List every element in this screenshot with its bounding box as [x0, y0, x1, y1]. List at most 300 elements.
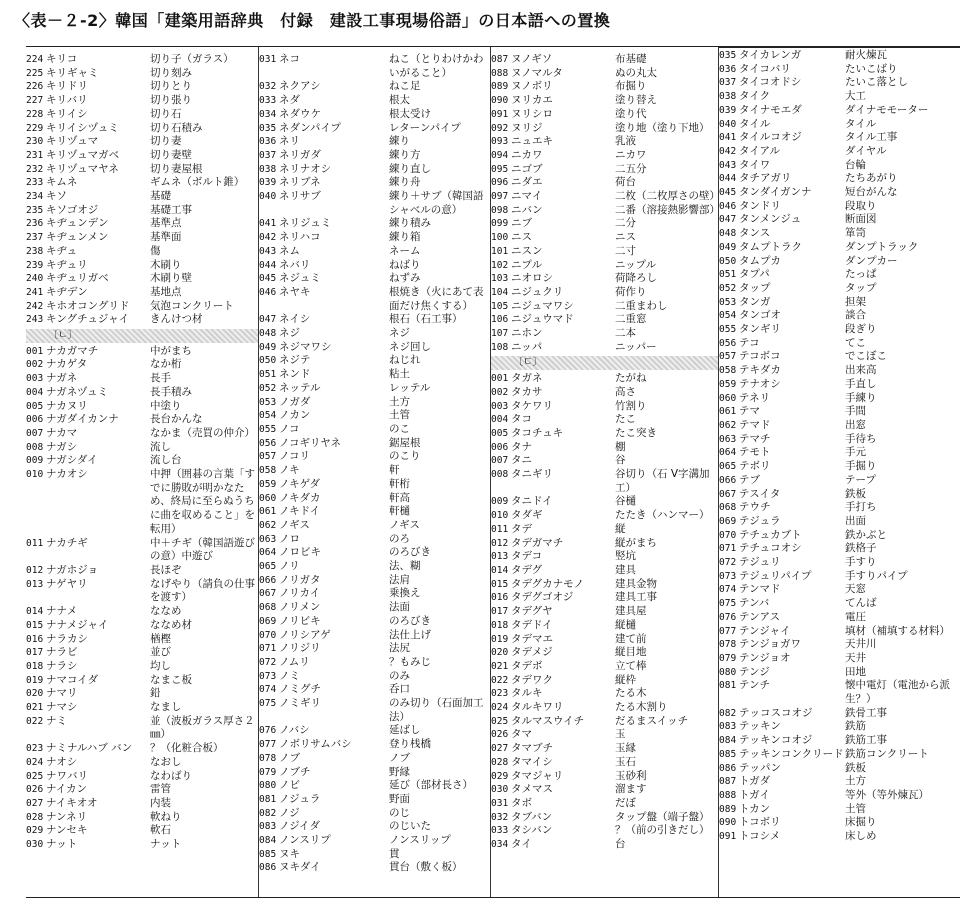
- table-row: [491, 591, 718, 605]
- table-row: [26, 619, 258, 633]
- term-korean-reading: キリバリ: [46, 94, 88, 107]
- term-number: 043: [259, 245, 277, 257]
- term-japanese: 二分: [615, 217, 636, 230]
- term-korean-reading: タデグカナモノ: [511, 577, 584, 590]
- table-row: [719, 762, 960, 776]
- table-row: [719, 488, 960, 502]
- term-japanese: 縦枠: [615, 673, 636, 686]
- table-row: [26, 176, 258, 190]
- term-korean-reading: テッコスコオジ: [739, 706, 813, 719]
- table-row: [26, 468, 258, 537]
- term-japanese: ニッパー: [615, 340, 657, 353]
- term-number: 026: [26, 784, 44, 796]
- term-korean-reading: ナカチギ: [46, 536, 88, 549]
- term-korean-reading: ニプル: [511, 258, 543, 271]
- table-row: [26, 441, 258, 455]
- table-row: [719, 118, 960, 132]
- table-column-4: [718, 47, 960, 897]
- term-japanese: ダイヤル: [845, 144, 887, 157]
- term-korean-reading: ニオロシ: [511, 272, 553, 285]
- term-japanese: 手直し: [845, 377, 877, 390]
- term-number: 061: [259, 506, 277, 518]
- term-korean-reading: タカサ: [511, 385, 543, 398]
- term-number: 074: [259, 684, 277, 696]
- term-korean-reading: キリコ: [46, 53, 78, 65]
- term-number: 010: [491, 510, 509, 522]
- term-korean-reading: テッキンコオジ: [739, 734, 813, 747]
- term-japanese: 二番（溶接熱影響部）: [615, 203, 720, 216]
- term-number: 106: [491, 314, 509, 326]
- term-number: 061: [719, 406, 737, 418]
- term-korean-reading: ノミグチ: [279, 683, 321, 696]
- table-row: [719, 789, 960, 803]
- table-row: [259, 505, 490, 519]
- term-number: 001: [491, 373, 509, 385]
- table-row: [259, 834, 490, 848]
- term-korean-reading: テナオシ: [739, 377, 781, 390]
- term-number: 081: [259, 793, 277, 805]
- term-japanese: 楢樫: [150, 632, 171, 645]
- term-number: 044: [259, 259, 277, 271]
- term-japanese: 耐火煉瓦: [845, 49, 887, 61]
- table-row: [259, 423, 490, 437]
- term-number: 032: [259, 81, 277, 93]
- term-japanese: 玉縁: [615, 742, 636, 755]
- term-number: 043: [719, 159, 737, 171]
- term-number: 040: [719, 118, 737, 130]
- term-korean-reading: タデグゴオジ: [511, 591, 574, 604]
- term-japanese: 塗り替え: [615, 94, 657, 107]
- table-row: [259, 615, 490, 629]
- term-number: 055: [719, 324, 737, 336]
- table-row: [719, 227, 960, 241]
- table-row: [491, 509, 718, 523]
- term-japanese: 出来高: [845, 364, 877, 377]
- term-korean-reading: キリヅュマ: [46, 135, 99, 148]
- term-number: 028: [491, 756, 509, 768]
- term-japanese: 切り子（ガラス）: [150, 53, 234, 65]
- term-number: 010: [26, 469, 44, 481]
- term-japanese: 根焼き（火にあて表面だけ焦くする）: [389, 285, 484, 312]
- term-japanese: 基礎工事: [150, 203, 192, 216]
- term-japanese: のこ: [389, 422, 410, 435]
- term-number: 095: [491, 163, 509, 175]
- term-japanese: 呑口: [389, 683, 410, 696]
- term-korean-reading: タイコオドシ: [739, 76, 802, 89]
- term-japanese: のじいた: [389, 820, 431, 833]
- term-number: 037: [259, 149, 277, 161]
- term-korean-reading: タガネ: [511, 372, 543, 385]
- term-korean-reading: テジュラ: [739, 514, 781, 527]
- term-number: 022: [491, 674, 509, 686]
- table-row: [26, 646, 258, 660]
- term-japanese: 手すりパイプ: [845, 569, 908, 582]
- section-divider: 〔ㄷ〕: [491, 356, 718, 370]
- table-row: [26, 204, 258, 218]
- term-korean-reading: ノジュラ: [279, 792, 321, 805]
- term-number: 076: [259, 725, 277, 737]
- table-row: [719, 213, 960, 227]
- term-korean-reading: ノリガタ: [279, 573, 321, 586]
- term-number: 094: [491, 149, 509, 161]
- term-number: 050: [719, 255, 737, 267]
- table-row: [26, 660, 258, 674]
- term-number: 083: [259, 821, 277, 833]
- table-row: [491, 286, 718, 300]
- table-row: [491, 564, 718, 578]
- term-korean-reading: テチュカブト: [739, 528, 802, 541]
- term-japanese: 二本: [615, 327, 636, 340]
- term-number: 042: [719, 145, 737, 157]
- term-number: 104: [491, 286, 509, 298]
- table-row: [719, 392, 960, 406]
- term-korean-reading: ヌリシロ: [511, 107, 553, 120]
- term-japanese: 法面: [389, 601, 410, 614]
- term-korean-reading: ナナメ: [46, 605, 78, 618]
- term-japanese: ギムネ（ボルト錐）: [150, 176, 245, 189]
- table-row: [259, 546, 490, 560]
- table-row: [719, 350, 960, 364]
- term-number: 007: [491, 455, 509, 467]
- table-row: [719, 501, 960, 515]
- term-japanese: 延ばし: [389, 724, 421, 737]
- term-number: 009: [491, 496, 509, 508]
- term-korean-reading: キムネ: [46, 176, 78, 189]
- table-row: [26, 286, 258, 300]
- term-korean-reading: テッパン: [739, 761, 781, 774]
- term-korean-reading: タンドリ: [739, 199, 781, 212]
- term-number: 007: [26, 427, 44, 439]
- term-number: 013: [26, 578, 44, 590]
- term-number: 046: [719, 200, 737, 212]
- term-number: 229: [26, 122, 44, 134]
- term-japanese: タイル工事: [845, 131, 898, 144]
- table-row: [259, 861, 490, 875]
- term-number: 009: [26, 455, 44, 467]
- term-korean-reading: ノリジリ: [279, 642, 321, 655]
- term-number: 241: [26, 286, 44, 298]
- term-japanese: 段取り: [845, 199, 877, 212]
- term-korean-reading: ノビ: [279, 779, 300, 792]
- term-japanese: 出面: [845, 514, 866, 527]
- term-korean-reading: タイナモエダ: [739, 103, 802, 116]
- term-number: 240: [26, 273, 44, 285]
- table-row: [26, 67, 258, 81]
- term-number: 088: [719, 789, 737, 801]
- term-number: 035: [719, 50, 737, 61]
- term-japanese: 法尻: [389, 642, 410, 655]
- term-japanese: のろびき: [389, 546, 431, 559]
- term-korean-reading: タイ: [511, 838, 532, 851]
- term-korean-reading: テジュリパイプ: [739, 569, 812, 582]
- term-japanese: 切りとり: [150, 80, 192, 93]
- term-number: 051: [719, 269, 737, 281]
- term-japanese: 乳液: [615, 135, 636, 148]
- table-row: [259, 766, 490, 780]
- term-number: 080: [719, 666, 737, 678]
- term-number: 063: [719, 433, 737, 445]
- term-korean-reading: トガイ: [739, 788, 770, 801]
- term-japanese: たる木割り: [615, 701, 668, 714]
- term-korean-reading: ネリ: [279, 135, 300, 148]
- table-row: [491, 756, 718, 770]
- term-korean-reading: タルキ: [511, 687, 543, 700]
- term-japanese: 練り＋サブ（韓国語 シャベルの意）: [389, 190, 494, 216]
- term-japanese: 手掘り: [845, 460, 877, 473]
- term-number: 016: [26, 633, 44, 645]
- term-number: 057: [719, 351, 737, 363]
- term-japanese: 玉石: [615, 755, 636, 768]
- term-japanese: たいこ落とし: [845, 76, 908, 89]
- term-japanese: 鋸屋根: [389, 436, 421, 449]
- table-row: [719, 63, 960, 77]
- table-row: [719, 200, 960, 214]
- term-korean-reading: ナマシ: [46, 701, 78, 714]
- term-japanese: 流し: [150, 440, 171, 453]
- term-japanese: 練り: [389, 135, 410, 148]
- term-korean-reading: ネジテ: [279, 354, 311, 367]
- term-korean-reading: ネリサブ: [279, 190, 321, 203]
- table-row: [259, 108, 490, 122]
- term-japanese: なかま（売買の仲介）: [150, 426, 255, 439]
- table-row: [491, 633, 718, 647]
- term-number: 029: [26, 825, 44, 837]
- term-korean-reading: ネダウケ: [279, 107, 321, 120]
- table-row: [26, 80, 258, 94]
- table-column-1: [26, 47, 258, 897]
- term-korean-reading: タムプトラク: [739, 240, 802, 253]
- term-japanese: 練り舟: [389, 176, 421, 189]
- table-row: [259, 163, 490, 177]
- term-number: 006: [491, 441, 509, 453]
- term-number: 017: [491, 606, 509, 618]
- table-row: [259, 341, 490, 355]
- term-japanese: 玉砂利: [615, 769, 647, 782]
- term-korean-reading: テマチ: [739, 432, 771, 445]
- table-row: [259, 478, 490, 492]
- term-japanese: 法肩: [389, 573, 410, 586]
- term-number: 055: [259, 423, 277, 435]
- table-row: [26, 413, 258, 427]
- table-row: [259, 820, 490, 834]
- term-number: 070: [259, 629, 277, 641]
- term-korean-reading: ナオシ: [46, 755, 78, 768]
- term-korean-reading: ニダエ: [511, 176, 543, 189]
- term-korean-reading: タデガマチ: [511, 536, 564, 549]
- term-japanese: 玉: [615, 728, 626, 741]
- term-japanese: 切り妻壁: [150, 148, 192, 161]
- term-number: 008: [491, 469, 509, 481]
- term-japanese: 長台かんな: [150, 413, 203, 426]
- term-korean-reading: ナラカシ: [46, 632, 88, 645]
- term-korean-reading: タンゴオ: [739, 309, 781, 322]
- table-row: [491, 838, 718, 852]
- term-korean-reading: ニス: [511, 231, 532, 244]
- term-japanese: ノギス: [389, 518, 420, 531]
- table-row: [719, 131, 960, 145]
- table-row: [259, 587, 490, 601]
- term-korean-reading: ナンネリ: [46, 810, 88, 823]
- term-japanese: 基準点: [150, 217, 182, 230]
- table-row: [259, 601, 490, 615]
- table-row: [491, 272, 718, 286]
- term-japanese: 鉄格子: [845, 542, 877, 555]
- term-japanese: 手すり: [845, 556, 877, 569]
- term-korean-reading: ノリシアゲ: [279, 628, 331, 641]
- term-number: 053: [719, 296, 737, 308]
- table-row: [259, 272, 490, 286]
- term-number: 066: [719, 474, 737, 486]
- table-row: [491, 231, 718, 245]
- term-number: 003: [26, 373, 44, 385]
- term-korean-reading: ノバシ: [279, 724, 310, 737]
- table-row: [259, 327, 490, 341]
- term-number: 040: [259, 191, 277, 203]
- term-korean-reading: タイル: [739, 117, 771, 130]
- term-japanese: 法、糊: [389, 560, 421, 573]
- term-number: 029: [491, 770, 509, 782]
- term-korean-reading: キングチュジャイ: [46, 313, 130, 326]
- term-japanese: てこ: [845, 336, 866, 349]
- table-row: [491, 217, 718, 231]
- term-korean-reading: タンギリ: [739, 323, 781, 336]
- table-row: [26, 231, 258, 245]
- term-japanese: たこ: [615, 413, 636, 426]
- term-number: 031: [259, 54, 277, 65]
- table-row: [719, 597, 960, 611]
- term-number: 236: [26, 218, 44, 230]
- term-number: 012: [491, 537, 509, 549]
- term-japanese: 荷作り: [615, 285, 647, 298]
- term-number: 079: [719, 652, 737, 664]
- term-japanese: レターンパイプ: [389, 121, 461, 134]
- term-korean-reading: ヌノマルタ: [511, 66, 563, 79]
- term-japanese: 立て棒: [615, 659, 647, 672]
- term-korean-reading: ナンセキ: [46, 824, 88, 837]
- term-korean-reading: タブバン: [511, 810, 553, 823]
- term-korean-reading: テモト: [739, 446, 771, 459]
- table-row: [26, 122, 258, 136]
- term-korean-reading: ネリジュミ: [279, 217, 332, 230]
- term-japanese: 切り張り: [150, 94, 192, 107]
- term-number: 238: [26, 245, 44, 257]
- table-row: [719, 830, 960, 844]
- term-korean-reading: ナミナルハブ バン: [46, 742, 133, 755]
- table-row: [491, 742, 718, 756]
- term-number: 101: [491, 245, 509, 257]
- term-number: 056: [719, 337, 737, 349]
- term-korean-reading: キリイシヅュミ: [46, 121, 119, 134]
- table-row: [26, 400, 258, 414]
- table-row: [719, 625, 960, 639]
- term-japanese: 登り桟橋: [389, 738, 431, 751]
- term-number: 015: [491, 578, 509, 590]
- term-korean-reading: テンジ: [739, 665, 770, 678]
- table-row: [26, 386, 258, 400]
- table-row: [491, 135, 718, 149]
- table-row: [259, 313, 490, 327]
- term-number: 059: [719, 378, 737, 390]
- table-row: [259, 259, 490, 273]
- term-japanese: なおし: [150, 755, 182, 768]
- table-row: [719, 172, 960, 186]
- term-number: 226: [26, 81, 44, 93]
- term-number: 039: [719, 104, 737, 116]
- table-row: [719, 583, 960, 597]
- term-japanese: ねこ足: [389, 80, 421, 93]
- term-number: 052: [719, 282, 737, 294]
- term-number: 001: [26, 345, 44, 357]
- term-japanese: ねこ（とりわけかわいがること）: [389, 53, 484, 79]
- term-korean-reading: タイコバリ: [739, 62, 791, 75]
- term-number: 102: [491, 259, 509, 271]
- term-number: 005: [491, 427, 509, 439]
- term-number: 012: [26, 565, 44, 576]
- term-korean-reading: ノジ: [279, 806, 300, 819]
- term-korean-reading: テンジョガワ: [739, 638, 802, 651]
- table-row: [26, 811, 258, 825]
- table-row: [26, 217, 258, 231]
- term-japanese: てんば: [845, 597, 877, 610]
- term-korean-reading: ニジュクリ: [511, 285, 564, 298]
- term-number: 071: [259, 643, 277, 655]
- table-row: [491, 122, 718, 136]
- term-japanese: ネーム: [389, 244, 421, 257]
- term-number: 053: [259, 396, 277, 408]
- term-korean-reading: タボ: [511, 796, 532, 809]
- term-japanese: 中押（囲碁の言葉「すでに勝敗が明かなため、終局に至らぬうちに曲を収めること」を転用）: [150, 468, 255, 535]
- term-japanese: 等外（等外煉瓦）: [845, 788, 929, 801]
- term-korean-reading: ネダ: [279, 94, 300, 107]
- term-japanese: 台輪: [845, 158, 866, 171]
- term-korean-reading: ニスン: [511, 244, 543, 257]
- table-row: [491, 811, 718, 825]
- term-korean-reading: ノムリ: [279, 655, 310, 668]
- term-number: 054: [719, 310, 737, 322]
- term-korean-reading: ノキ: [279, 464, 300, 477]
- term-korean-reading: ノミギリ: [279, 697, 321, 710]
- term-korean-reading: タデグヤ: [511, 605, 553, 618]
- term-number: 077: [259, 739, 277, 751]
- term-japanese: 土管: [845, 802, 866, 815]
- term-japanese: たる木: [615, 687, 647, 700]
- term-korean-reading: タコ: [511, 413, 532, 426]
- term-korean-reading: タマジャリ: [511, 769, 564, 782]
- term-japanese: 均し: [150, 659, 171, 672]
- term-japanese: たちあがり: [845, 172, 898, 185]
- term-number: 087: [719, 776, 737, 788]
- term-japanese: 鉄板: [845, 761, 866, 774]
- term-japanese: 鉄かぶと: [845, 528, 887, 541]
- term-japanese: 断面図: [845, 213, 877, 226]
- term-number: 050: [259, 355, 277, 367]
- term-japanese: ねじれ: [389, 354, 421, 367]
- term-korean-reading: ニバン: [511, 203, 543, 216]
- table-row: [26, 272, 258, 286]
- term-number: 097: [491, 191, 509, 203]
- term-korean-reading: ヌリカエ: [511, 94, 553, 107]
- section-divider: 〔ㄴ〕: [26, 329, 258, 343]
- term-number: 073: [259, 670, 277, 682]
- table-row: [491, 386, 718, 400]
- term-number: 090: [491, 95, 509, 107]
- term-number: 228: [26, 108, 44, 120]
- term-japanese: ネジ: [389, 327, 410, 340]
- term-japanese: 懐中電灯（電池から派生？）: [845, 679, 950, 706]
- term-number: 108: [491, 341, 509, 353]
- table-row: [719, 707, 960, 721]
- term-number: 068: [719, 502, 737, 514]
